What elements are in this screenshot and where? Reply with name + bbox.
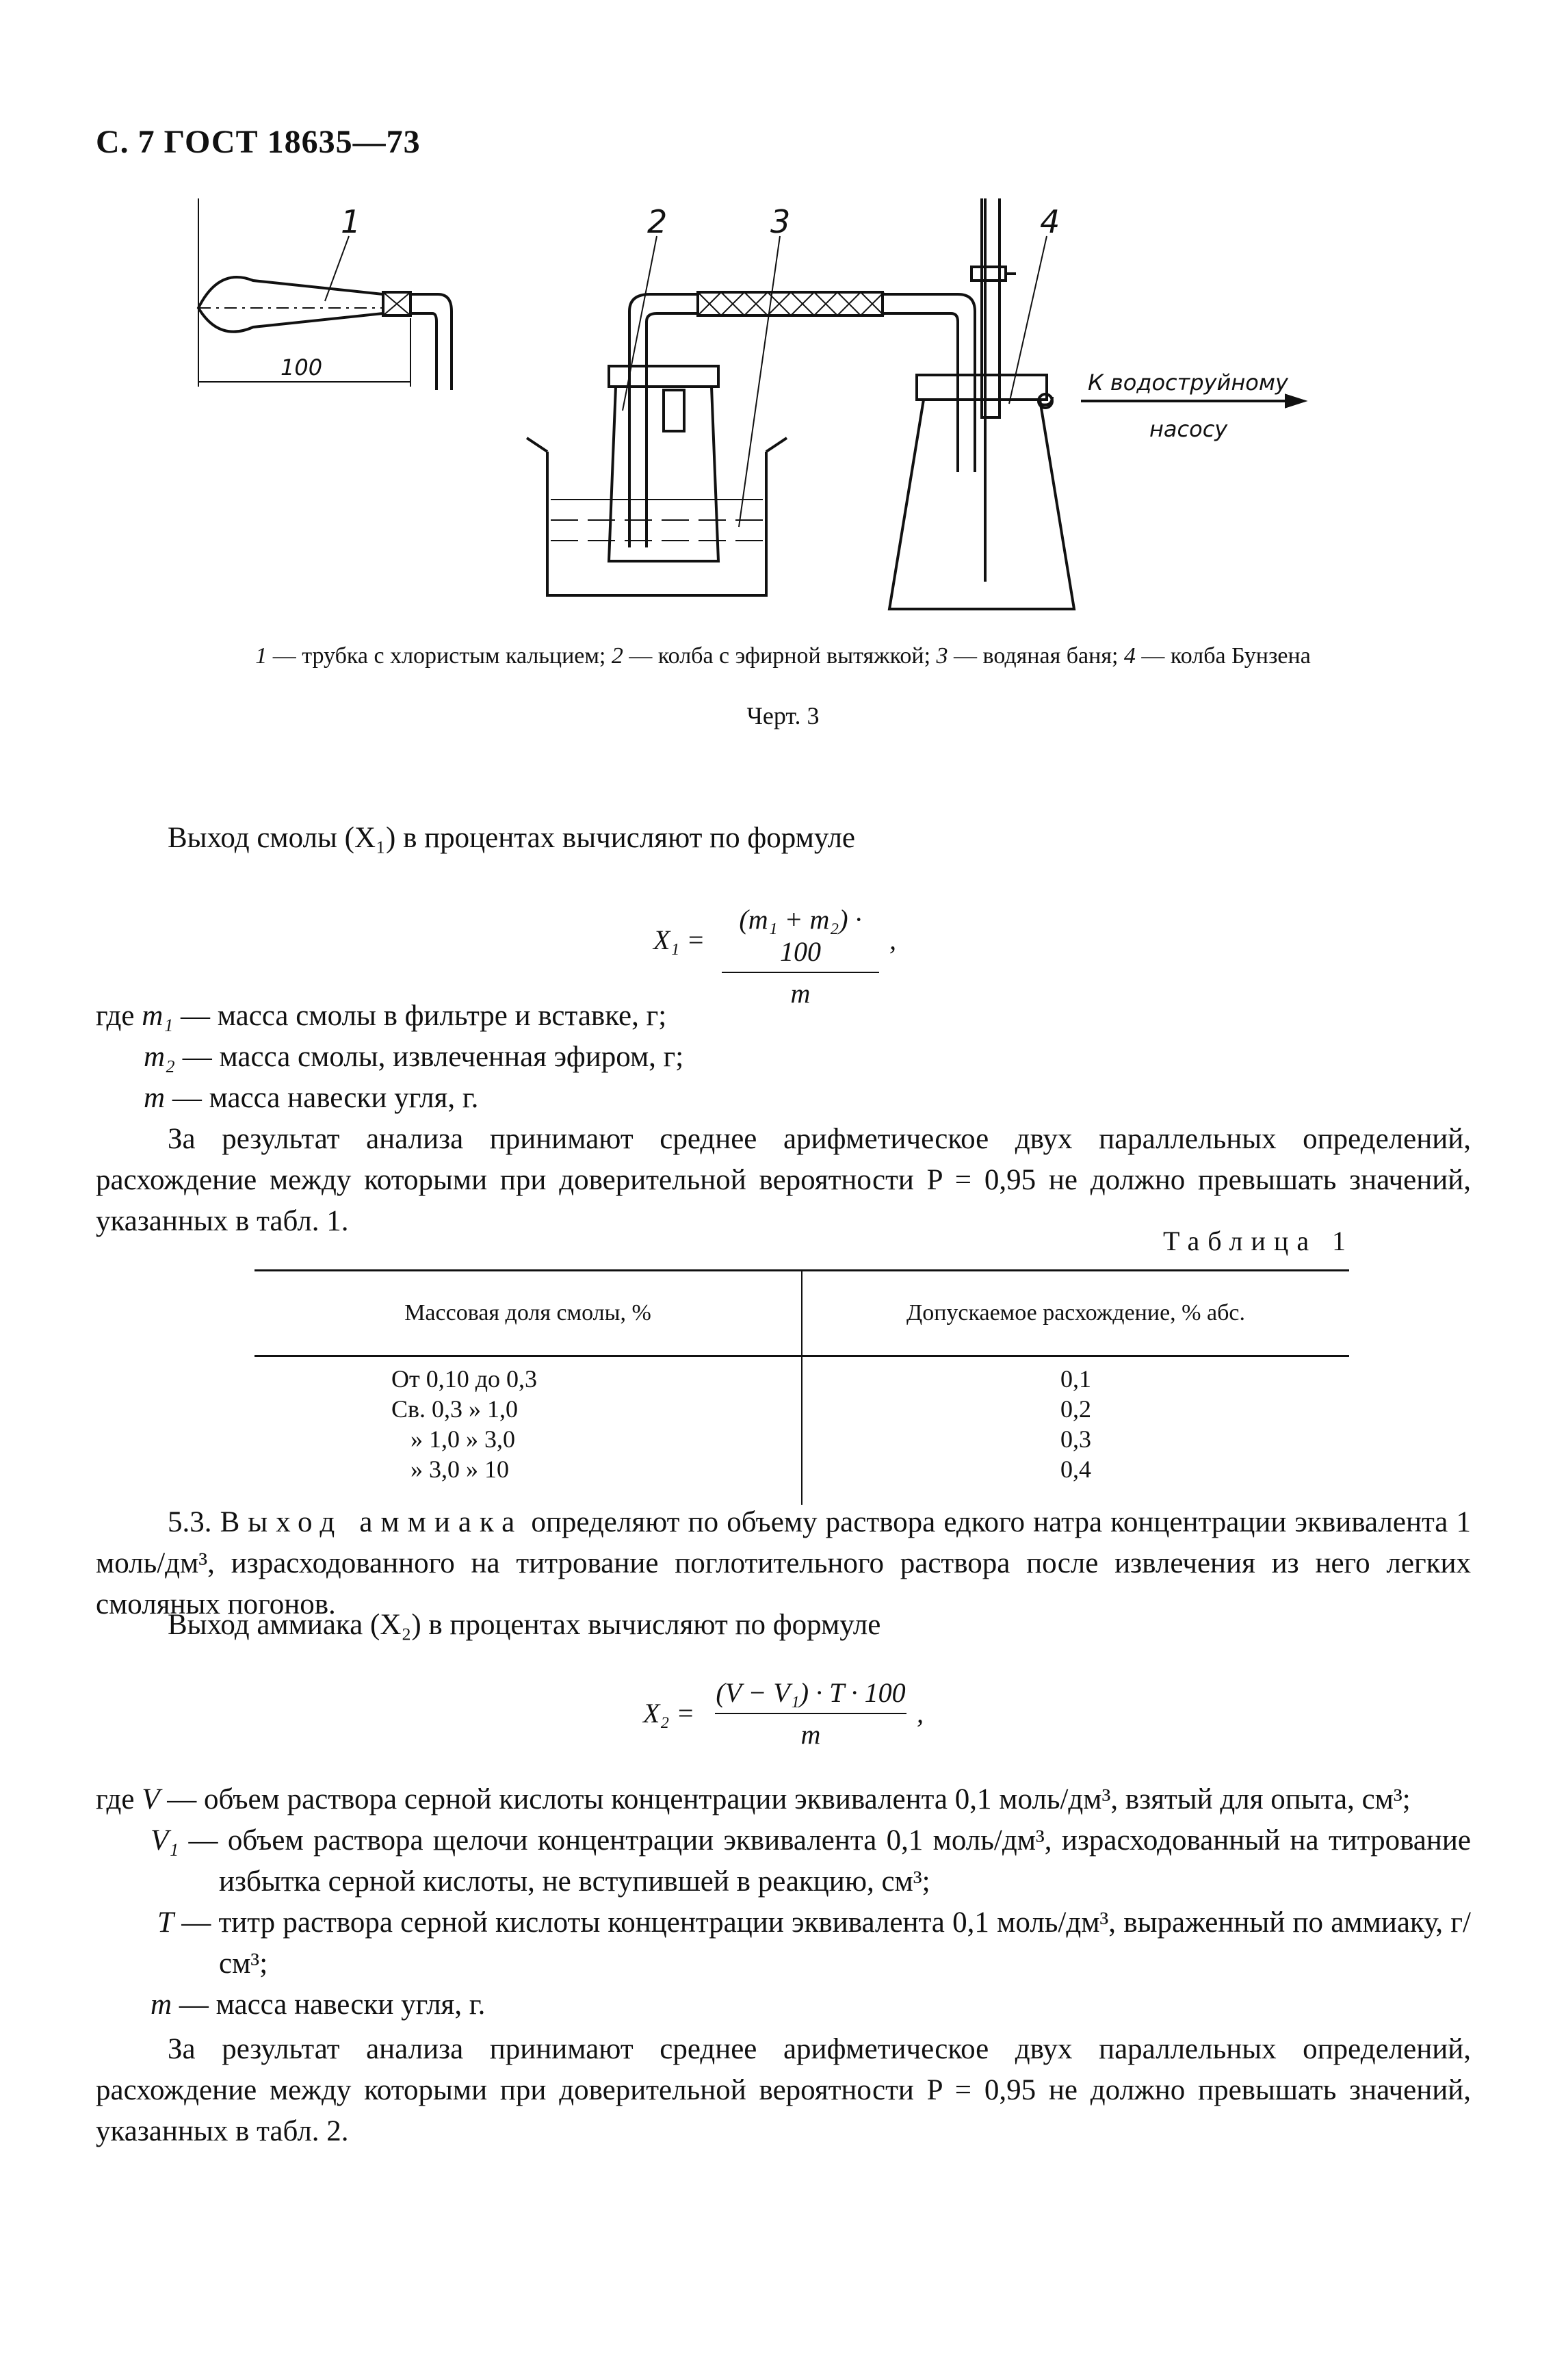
definition-symbol: m bbox=[151, 1989, 172, 2021]
water-bath bbox=[547, 452, 766, 595]
caption-num-3: 3 bbox=[936, 643, 948, 669]
caption-num-1: 1 bbox=[255, 643, 267, 669]
section2-paragraph-text: определяют по объему раствора едкого натра концентрации эквивалента 1 моль/дм³, израсходованного на титрование поглотительного раствора после извлечения из него легких смоляных погонов. bbox=[96, 1506, 1471, 1620]
definition-row bbox=[96, 1779, 1471, 1820]
definition-row bbox=[96, 1984, 1471, 2026]
table-cell: » 3,0 » 10 bbox=[410, 1456, 509, 1483]
table-cell: 0,2 bbox=[1060, 1395, 1091, 1423]
table-col-deviation bbox=[802, 1356, 1349, 1505]
definition-row bbox=[96, 1902, 1471, 1984]
dimension-100: 100 bbox=[280, 354, 323, 380]
table-col-share bbox=[255, 1356, 802, 1505]
caption-num-2: 2 bbox=[611, 643, 623, 669]
formula-x1-numerator: (m₁ + m₂) · 100 bbox=[739, 904, 862, 967]
definition-row bbox=[96, 1037, 1471, 1078]
table-cell: Св. 0,3 » 1,0 bbox=[391, 1395, 519, 1423]
bent-tube-2 bbox=[410, 294, 452, 390]
table-cell: От 0,10 до 0,3 bbox=[391, 1365, 538, 1393]
formula-x1-tail: , bbox=[889, 924, 896, 955]
definition-text: — масса навески угля, г. bbox=[172, 1989, 486, 2021]
definition-text: — объем раствора щелочи концентрации эквивалента 0,1 моль/дм³, израсходованный на титрование избытка серной кислоты, не вступившей в реакцию, см³; bbox=[179, 1824, 1471, 1898]
pump-label-1: К водоструйному bbox=[1088, 370, 1288, 396]
page-header: С. 7 ГОСТ 18635—73 bbox=[96, 124, 421, 160]
definition-symbol: V₁ bbox=[151, 1824, 179, 1857]
section-number: 5.3. bbox=[168, 1506, 212, 1538]
definition-text: — масса навески угля, г. bbox=[165, 1082, 479, 1114]
label-3: 3 bbox=[770, 203, 791, 240]
definition-symbol: V bbox=[142, 1783, 160, 1815]
caption-text-1: — трубка с хлористым кальцием; bbox=[267, 643, 612, 669]
table-cell: » 1,0 » 3,0 bbox=[410, 1425, 515, 1453]
formula-x2-fraction bbox=[715, 1677, 906, 1750]
label-2: 2 bbox=[647, 203, 668, 240]
caption-num-4: 4 bbox=[1123, 643, 1136, 669]
definition-prefix: где bbox=[96, 1783, 142, 1815]
calcium-chloride-tube bbox=[198, 277, 383, 332]
table-cell: 0,1 bbox=[1060, 1365, 1091, 1393]
table-cell: 0,3 bbox=[1060, 1425, 1091, 1453]
figure-caption bbox=[0, 643, 1566, 669]
definition-symbol: m bbox=[144, 1082, 166, 1114]
formula-x1-fraction bbox=[722, 903, 879, 1009]
label-4: 4 bbox=[1040, 203, 1060, 240]
definition-text: — титр раствора серной кислоты концентрации эквивалента 0,1 моль/дм³, выраженный по аммиаку, г/см³; bbox=[173, 1906, 1471, 1980]
section2-conclusion: За результат анализа принимают среднее арифметическое двух параллельных определений, расхождение между которыми при доверительной вероятности P = 0,95 не должно превышать значений, указанных в табл. 2. bbox=[96, 2033, 1471, 2147]
formula-x2-lhs: X₂ = bbox=[643, 1698, 695, 1729]
fraction-bar bbox=[722, 972, 879, 973]
section1-conclusion: За результат анализа принимают среднее арифметическое двух параллельных определений, расхождение между которыми при доверительной вероятности P = 0,95 не должно превышать значений, указанных в табл. 1. bbox=[96, 1123, 1471, 1237]
figure-number: Черт. 3 bbox=[746, 702, 820, 729]
caption-text-2: — колба с эфирной вытяжкой; bbox=[623, 643, 937, 669]
table-header-cell: Массовая доля смолы, % bbox=[255, 1271, 802, 1356]
definition-text: — масса смолы, извлеченная эфиром, г; bbox=[175, 1041, 684, 1073]
section2-intro: Выход аммиака (X₂) в процентах вычисляют по формуле bbox=[168, 1609, 881, 1641]
table-body-row bbox=[255, 1356, 1349, 1505]
section2-definitions bbox=[96, 1779, 1471, 2026]
section1-definitions bbox=[96, 996, 1471, 1119]
section-heading: Выход аммиака bbox=[220, 1506, 523, 1538]
table-cell: 0,4 bbox=[1060, 1456, 1091, 1483]
definition-symbol: m₂ bbox=[144, 1041, 176, 1073]
section1-intro: Выход смолы (X₁) в процентах вычисляют по формуле bbox=[168, 822, 855, 854]
definition-symbol: m₁ bbox=[142, 1000, 174, 1032]
definition-row bbox=[96, 1078, 1471, 1119]
fraction-bar bbox=[715, 1713, 906, 1714]
formula-x1-denominator: m bbox=[790, 978, 811, 1009]
definition-text: — объем раствора серной кислоты концентрации эквивалента 0,1 моль/дм³, взятый для опыта, см³; bbox=[159, 1783, 1411, 1815]
definition-text: — масса смолы в фильтре и вставке, г; bbox=[173, 1000, 667, 1032]
formula-x2-denominator: m bbox=[800, 1719, 821, 1750]
table1-title: Таблица 1 bbox=[1163, 1226, 1355, 1256]
formula-x1-lhs: X₁ = bbox=[653, 924, 705, 955]
caption-text-3: — водяная баня; bbox=[948, 643, 1124, 669]
bunsen-flask bbox=[889, 400, 1074, 609]
definition-row bbox=[96, 996, 1471, 1037]
definition-symbol: T bbox=[157, 1906, 174, 1939]
table-header-cell: Допускаемое расхождение, % абс. bbox=[802, 1271, 1349, 1356]
stopper-2 bbox=[609, 366, 718, 387]
formula-x2-numerator: (V − V₁) · T · 100 bbox=[716, 1677, 906, 1708]
caption-text-4: — колба Бунзена bbox=[1135, 643, 1311, 669]
formula-x2-tail: , bbox=[917, 1698, 924, 1729]
definition-prefix: где bbox=[96, 1000, 142, 1032]
pump-label-2: насосу bbox=[1149, 416, 1228, 442]
label-1: 1 bbox=[341, 203, 361, 240]
apparatus-diagram bbox=[178, 198, 1409, 623]
table-header-row bbox=[255, 1271, 1349, 1356]
table-1 bbox=[255, 1269, 1349, 1505]
definition-row bbox=[96, 1820, 1471, 1902]
